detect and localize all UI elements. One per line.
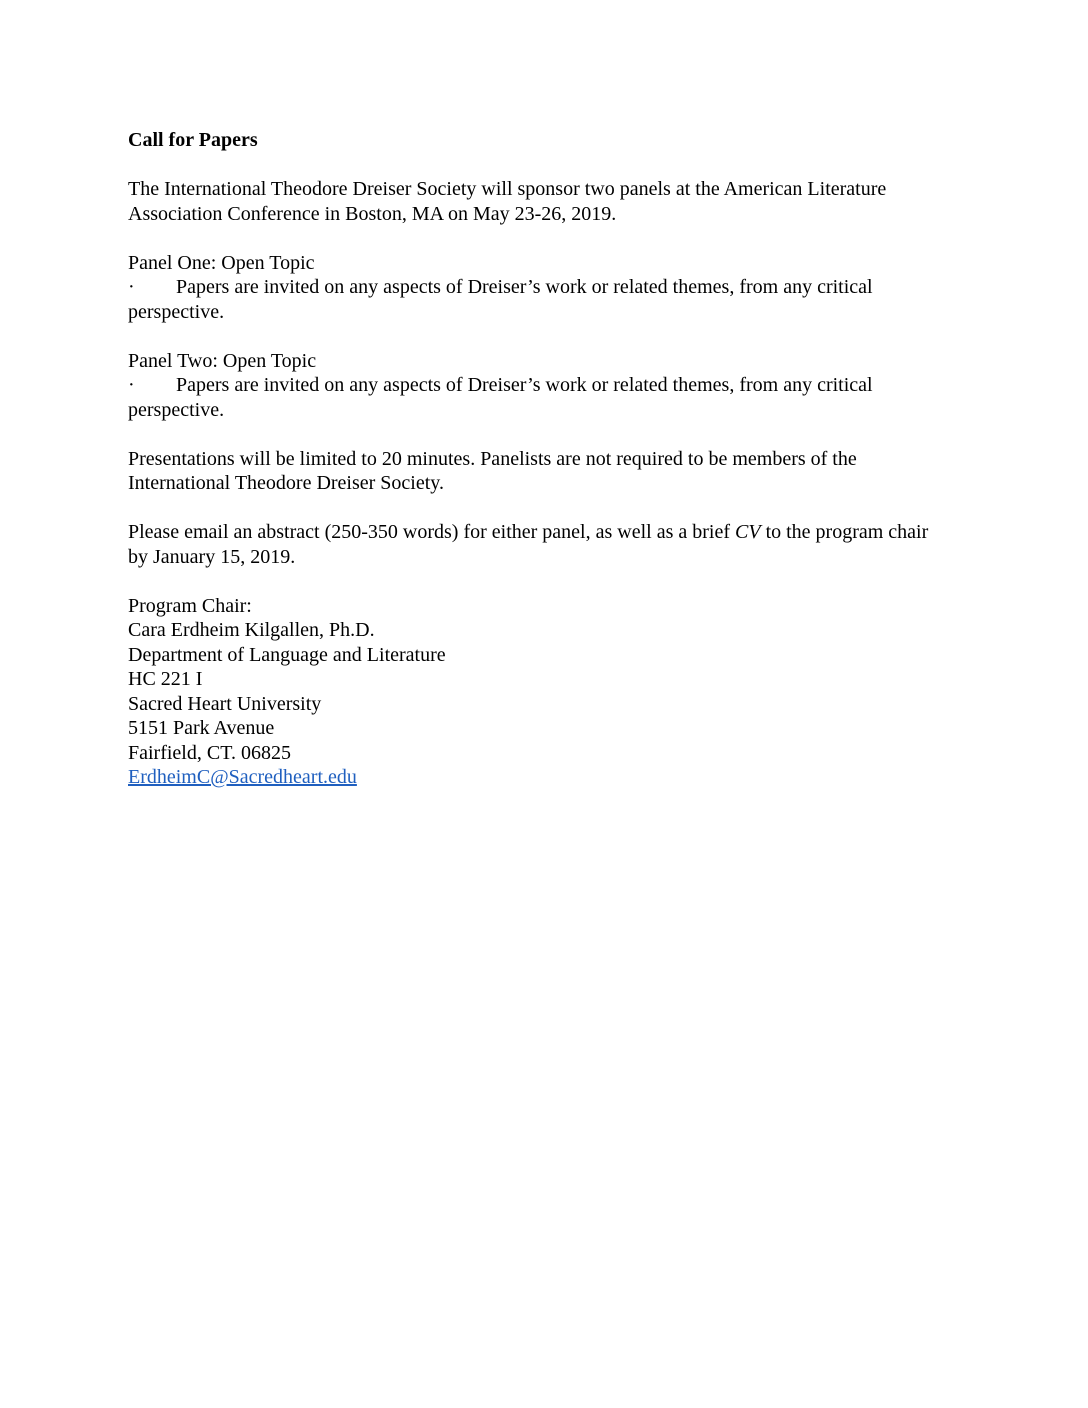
contact-name: Cara Erdheim Kilgallen, Ph.D. bbox=[128, 619, 375, 641]
panel-two-bullet-item bbox=[128, 373, 968, 398]
contact-email-link[interactable]: ErdheimC@Sacredheart.edu bbox=[128, 766, 357, 788]
panel-one-heading: Panel One: Open Topic bbox=[128, 251, 315, 274]
intro-paragraph: The International Theodore Dreiser Society will sponsor two panels at the American Literature Association Conference in Boston, MA on May 23-26, 2019. bbox=[128, 178, 887, 225]
cv-term: CV bbox=[735, 521, 761, 543]
contact-block bbox=[128, 594, 968, 790]
submission-paragraph bbox=[128, 520, 943, 569]
spacer bbox=[128, 422, 968, 447]
contact-city: Fairfield, CT. 06825 bbox=[128, 741, 291, 764]
presentations-paragraph: Presentations will be limited to 20 minutes. Panelists are not required to be members of the International Theodore Dreiser Society. bbox=[128, 447, 857, 494]
panel-two-heading: Panel Two: Open Topic bbox=[128, 349, 317, 372]
spacer bbox=[128, 324, 968, 349]
spacer bbox=[128, 569, 968, 594]
panel-two-section bbox=[128, 349, 968, 423]
panel-one-section bbox=[128, 251, 968, 325]
panel-one-bullet-item bbox=[128, 275, 968, 300]
contact-label: Program Chair: bbox=[128, 594, 252, 617]
contact-street: 5151 Park Avenue bbox=[128, 717, 275, 739]
bullet-icon: · bbox=[128, 276, 135, 298]
bullet-icon: · bbox=[128, 374, 135, 396]
submission-text-start: Please email an abstract (250-350 words) for either panel, as well as a brief bbox=[128, 521, 735, 543]
panel-two-description-continued: perspective. bbox=[128, 398, 225, 421]
document-title: Call for Papers bbox=[128, 129, 258, 151]
submission-text-end: to the program chair by January 15, 2019. bbox=[128, 521, 929, 568]
panel-one-description-continued: perspective. bbox=[128, 300, 225, 323]
contact-university: Sacred Heart University bbox=[128, 692, 322, 715]
spacer bbox=[128, 153, 968, 178]
spacer bbox=[128, 496, 968, 521]
contact-office: HC 221 I bbox=[128, 668, 203, 690]
panel-one-description: Papers are invited on any aspects of Dreiser’s work or related themes, from any critical bbox=[176, 276, 873, 298]
contact-department: Department of Language and Literature bbox=[128, 643, 446, 666]
document-page bbox=[128, 128, 968, 790]
panel-two-description: Papers are invited on any aspects of Dreiser’s work or related themes, from any critical bbox=[176, 374, 873, 396]
spacer bbox=[128, 226, 968, 251]
contact-email-line bbox=[128, 765, 968, 790]
